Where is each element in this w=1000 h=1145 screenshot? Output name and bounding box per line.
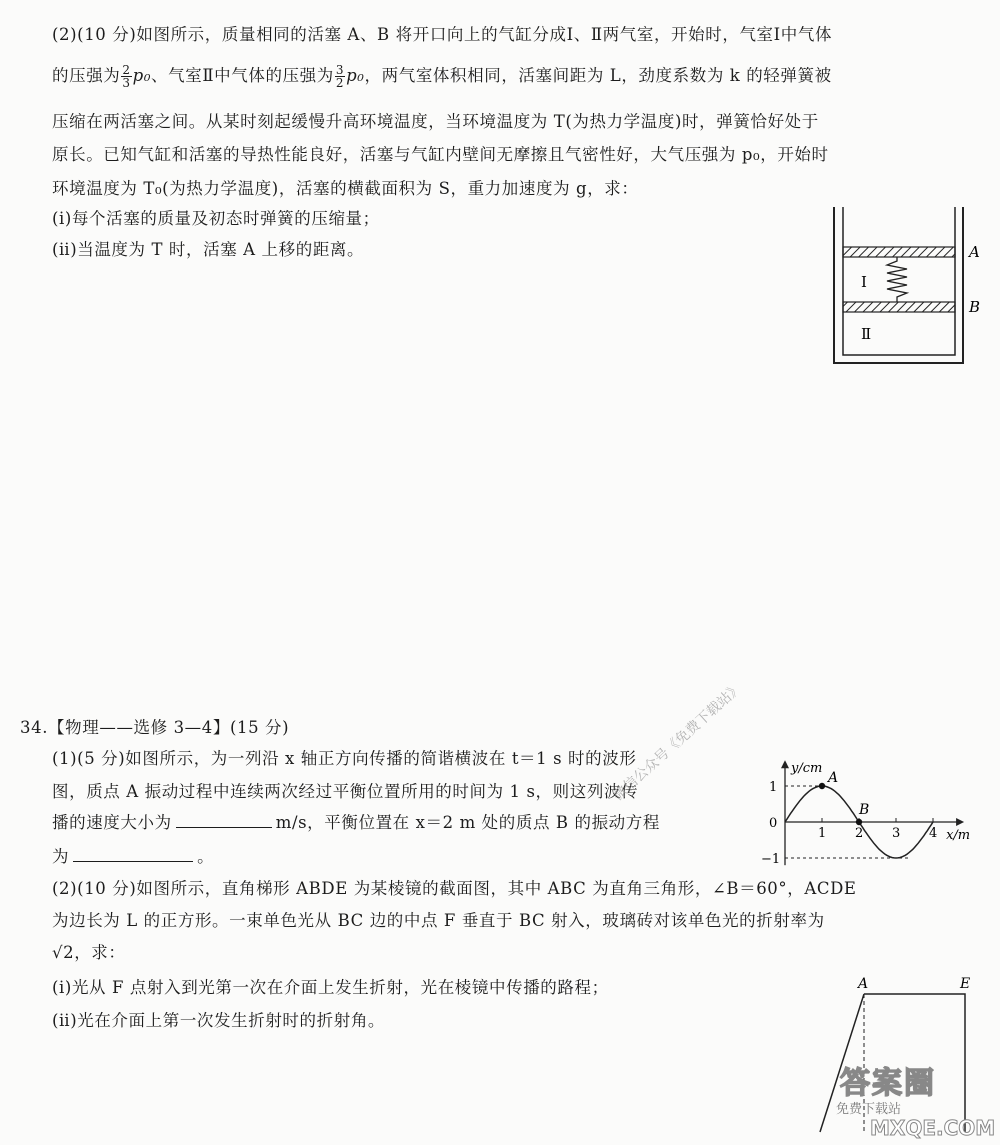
q2-line-4: 原长。已知气缸和活塞的导热性能良好，活塞与气缸内壁间无摩擦且气密性好，大气压强为 p₀，开始时 bbox=[52, 145, 829, 164]
q34-1-line-1: (1)(5 分)如图所示，为一列沿 x 轴正方向传播的简谐横波在 t＝1 s 时的波形 bbox=[52, 749, 637, 768]
x-axis-label: x/m bbox=[946, 828, 971, 843]
q2-line-2 bbox=[52, 64, 832, 89]
q34-2-sub-i: (ⅰ)光从 F 点射入到光第一次在介面上发生折射，光在棱镜中传播的路程； bbox=[52, 978, 609, 997]
q34-1-speed-text: 播的速度大小为 bbox=[52, 813, 172, 832]
x-tick-label: 1 bbox=[818, 826, 827, 841]
cylinder-inner-wall bbox=[843, 207, 955, 355]
answer-blank-speed[interactable] bbox=[176, 813, 272, 828]
logo-site: MXQE.COM bbox=[870, 1116, 996, 1140]
q34-1-period: 。 bbox=[197, 847, 215, 866]
y-tick-label: −1 bbox=[761, 852, 781, 867]
q2-line-3: 压缩在两活塞之间。从某时刻起缓慢升高环境温度，当环境温度为 T(为热力学温度)时，弹簧恰好处于 bbox=[52, 112, 819, 131]
piston-a bbox=[843, 247, 955, 257]
y-axis-label: y/cm bbox=[791, 761, 823, 776]
q34-1-equation-text: m/s，平衡位置在 x＝2 m 处的质点 B 的振动方程 bbox=[275, 813, 660, 832]
cylinder-outer-wall bbox=[834, 207, 963, 363]
x-tick-label: 4 bbox=[929, 826, 938, 841]
x-tick-label: 3 bbox=[892, 826, 901, 841]
q34-2-line-3: √2，求： bbox=[52, 943, 126, 962]
x-axis-arrow bbox=[956, 818, 964, 826]
logo-subtext: 免费下载站 bbox=[836, 1102, 902, 1117]
y-tick-label: 1 bbox=[769, 780, 778, 795]
q34-2-line-1: (2)(10 分)如图所示，直角梯形 ABDE 为某棱镜的截面图，其中 ABC 为直角三角形，∠B＝60°，ACDE bbox=[52, 879, 857, 898]
section-34-heading: 34.【物理——选修 3—4】(15 分) bbox=[20, 718, 290, 737]
q34-1-wei: 为 bbox=[52, 847, 70, 866]
fraction-two-thirds: $\frac{2}{3}$ bbox=[122, 63, 131, 90]
logo-text: 答案圈 bbox=[840, 1066, 936, 1101]
point-label-b: B bbox=[859, 802, 870, 818]
q34-1-line-4 bbox=[52, 846, 214, 868]
cylinder-diagram bbox=[825, 205, 985, 370]
q34-1-line-3 bbox=[52, 812, 660, 834]
prism-label-e: E bbox=[960, 976, 971, 992]
origin-label: 0 bbox=[769, 816, 778, 831]
q34-1-line-2: 图，质点 A 振动过程中连续两次经过平衡位置所用的时间为 1 s，则这列波传 bbox=[52, 782, 639, 801]
chamber-II-label: Ⅱ bbox=[861, 325, 872, 343]
prism-label-a: A bbox=[858, 976, 869, 992]
q34-2-sub-ii: (ⅱ)光在介面上第一次发生折射时的折射角。 bbox=[52, 1011, 386, 1030]
piston-b bbox=[843, 302, 955, 312]
q2-line-1: (2)(10 分)如图所示，质量相同的活塞 A、B 将开口向上的气缸分成Ⅰ、Ⅱ两气室，开始时，气室Ⅰ中气体 bbox=[52, 25, 833, 44]
y-axis-arrow bbox=[781, 760, 789, 768]
piston-a-label: A bbox=[969, 243, 980, 261]
q2-text-pressure-I: 的压强为 bbox=[52, 66, 121, 85]
q2-text-volume: ，两气室体积相同，活塞间距为 L，劲度系数为 k 的轻弹簧被 bbox=[364, 66, 832, 85]
q2-sub-ii: (ⅱ)当温度为 T 时，活塞 A 上移的距离。 bbox=[52, 240, 365, 259]
piston-b-label: B bbox=[969, 298, 981, 316]
p0-symbol: p₀ bbox=[346, 66, 365, 85]
q2-text-pressure-II: 、气室Ⅱ中气体的压强为 bbox=[151, 66, 334, 85]
chamber-I-label: Ⅰ bbox=[861, 273, 867, 291]
wave-graph bbox=[755, 740, 980, 870]
q34-2-line-2: 为边长为 L 的正方形。一束单色光从 BC 边的中点 F 垂直于 BC 射入，玻璃砖对该单色光的折射率为 bbox=[52, 911, 825, 930]
point-label-a: A bbox=[828, 770, 839, 786]
fraction-three-halves: $\frac{3}{2}$ bbox=[335, 63, 345, 90]
q2-sub-i: (ⅰ)每个活塞的质量及初态时弹簧的压缩量； bbox=[52, 209, 380, 228]
diagonal-watermark: 微信公众号《免费下载站》 bbox=[610, 679, 746, 805]
point-a bbox=[819, 783, 825, 789]
logo-watermark bbox=[830, 1058, 996, 1142]
spring bbox=[887, 257, 907, 302]
x-tick-label: 2 bbox=[855, 826, 864, 841]
point-b bbox=[856, 819, 862, 825]
answer-blank-equation[interactable] bbox=[73, 847, 193, 862]
q2-line-5: 环境温度为 T₀(为热力学温度)，活塞的横截面积为 S，重力加速度为 g，求： bbox=[52, 179, 639, 198]
p0-symbol: p₀ bbox=[132, 66, 152, 85]
